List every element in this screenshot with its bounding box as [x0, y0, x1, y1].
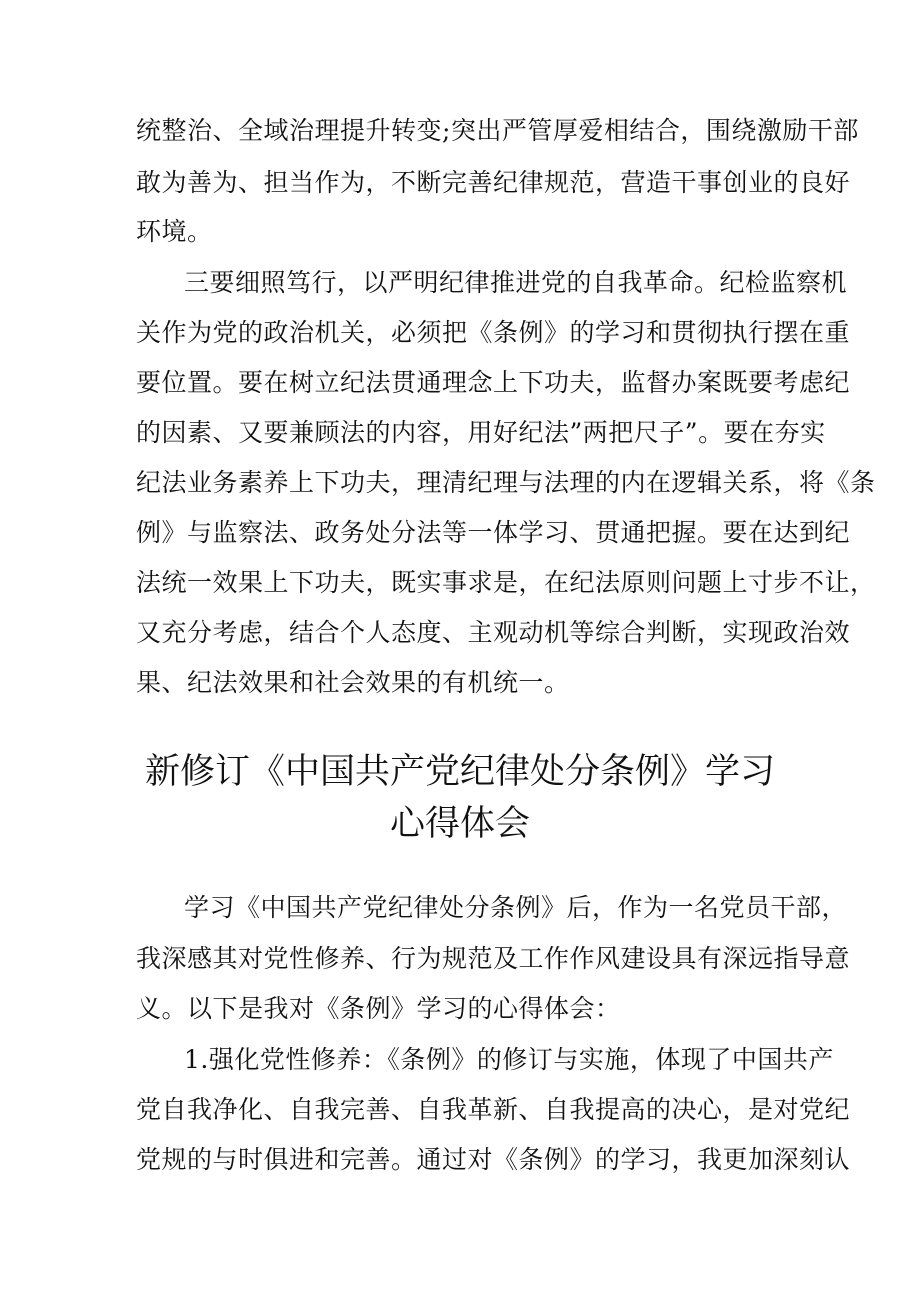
paragraph-line: 环境。 — [136, 217, 213, 246]
paragraph-line: 统整治、全域治理提升转变;突出严管厚爱相结合，围绕激励干部 — [136, 116, 859, 145]
paragraph-line: 党自我净化、自我完善、自我革新、自我提高的决心，是对党纪 — [136, 1095, 851, 1124]
paragraph-line: 敢为善为、担当作为，不断完善纪律规范，营造干事创业的良好 — [136, 168, 851, 197]
paragraph-line: 的因素、又要兼顾法的内容，用好纪法”两把尺子”。要在夯实 — [136, 418, 826, 447]
article-title-line2: 心得体会 — [389, 804, 530, 844]
paragraph-line: 果、纪法效果和社会效果的有机统一。 — [136, 668, 570, 697]
article-title-line1: 新修订《中国共产党纪律处分条例》学习 — [144, 752, 775, 792]
paragraph-line: 法统一效果上下功夫，既实事求是，在纪法原则问题上寸步不让， — [136, 568, 876, 597]
paragraph-line: 学习《中国共产党纪律处分条例》后，作为一名党员干部， — [184, 893, 848, 922]
paragraph-line: 我深感其对党性修养、行为规范及工作作风建设具有深远指导意 — [136, 944, 851, 973]
paragraph-line: 例》与监察法、政务处分法等一体学习、贯通把握。要在达到纪 — [136, 518, 851, 547]
paragraph-line: 又充分考虑，结合个人态度、主观动机等综合判断，实现政治效 — [136, 618, 851, 647]
paragraph-line: 三要细照笃行，以严明纪律推进党的自我革命。纪检监察机 — [184, 268, 848, 297]
paragraph-line: 党规的与时俱进和完善。通过对《条例》的学习，我更加深刻认 — [136, 1145, 851, 1174]
paragraph-line: 关作为党的政治机关，必须把《条例》的学习和贯彻执行摆在重 — [136, 318, 851, 347]
paragraph-line: 义。以下是我对《条例》学习的心得体会： — [136, 994, 621, 1023]
paragraph-line: 1.强化党性修养：《条例》的修订与实施，体现了中国共产 — [184, 1045, 834, 1074]
paragraph-line: 要位置。要在树立纪法贯通理念上下功夫，监督办案既要考虑纪 — [136, 368, 851, 397]
paragraph-line: 纪法业务素养上下功夫，理清纪理与法理的内在逻辑关系，将《条 — [136, 468, 876, 497]
